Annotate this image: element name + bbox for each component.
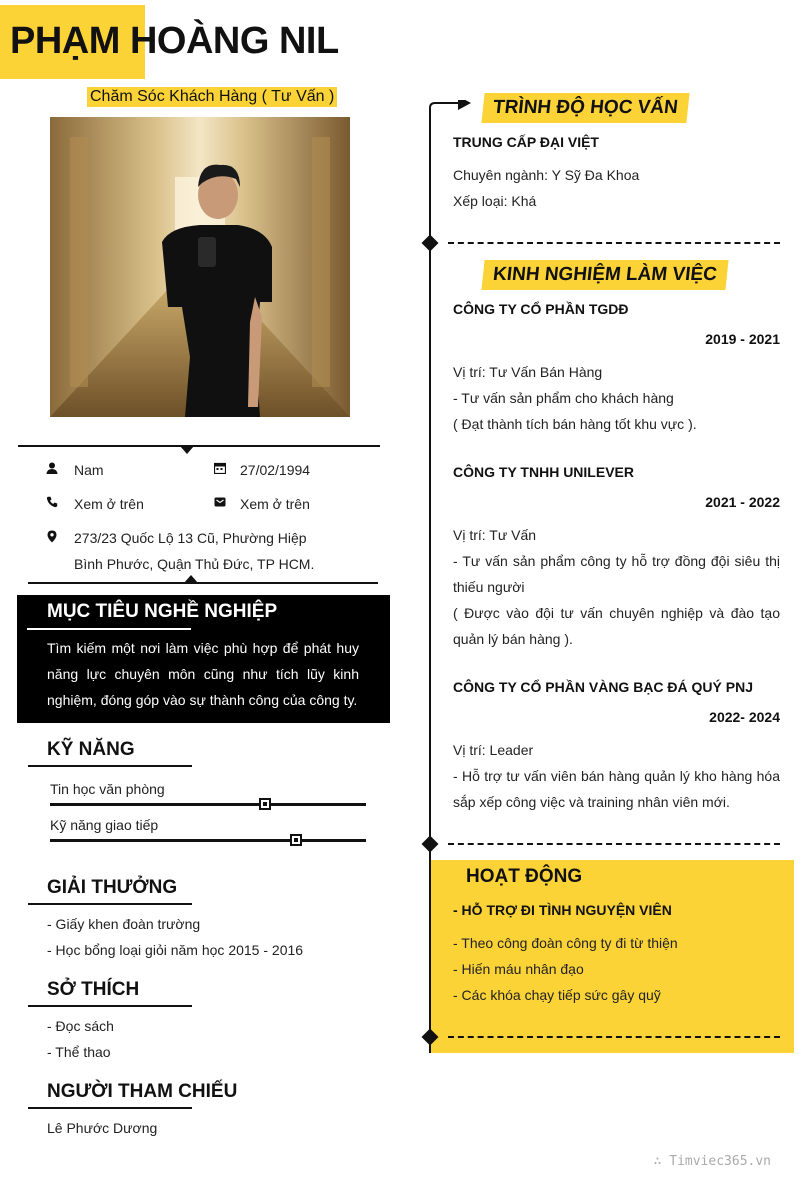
email-value: Xem ở trên bbox=[240, 496, 310, 512]
activity-item: - Hiến máu nhân đạo bbox=[453, 961, 584, 977]
activities-title: HOẠT ĐỘNG bbox=[466, 866, 583, 887]
awards-underline bbox=[28, 903, 192, 905]
timeline-line bbox=[429, 113, 431, 1053]
skill-bar-1 bbox=[50, 839, 366, 842]
award-item: - Học bổng loại giỏi năm học 2015 - 2016 bbox=[47, 942, 304, 958]
job-company: CÔNG TY CỔ PHẦN TGDĐ bbox=[453, 301, 629, 317]
job-company: CÔNG TY CỔ PHẦN VÀNG BẠC ĐÁ QUÝ PNJ bbox=[453, 679, 753, 695]
education-line: Chuyên ngành: Y Sỹ Đa Khoa bbox=[453, 167, 640, 183]
timeline-node bbox=[422, 235, 439, 252]
hobbies-title: SỞ THÍCH bbox=[47, 979, 140, 1000]
user-icon bbox=[45, 461, 59, 475]
objective-box bbox=[17, 595, 390, 723]
dob-value: 27/02/1994 bbox=[240, 462, 311, 478]
footer-brand: Timviec365.vn bbox=[669, 1154, 771, 1169]
phone-value: Xem ở trên bbox=[74, 496, 144, 512]
skills-title: KỸ NĂNG bbox=[47, 739, 135, 760]
job-years: 2019 - 2021 bbox=[705, 331, 780, 347]
skill-bar-0 bbox=[50, 803, 366, 806]
info-bottom-divider bbox=[28, 582, 378, 584]
hobby-item: - Đọc sách bbox=[47, 1018, 114, 1034]
info-top-divider bbox=[18, 445, 380, 447]
job-line: - Tư vấn sản phẩm cho khách hàng bbox=[453, 390, 674, 406]
references-title: NGƯỜI THAM CHIẾU bbox=[47, 1081, 238, 1102]
timeline-arrow-icon bbox=[429, 100, 473, 125]
section-divider bbox=[448, 242, 780, 244]
job-years: 2022- 2024 bbox=[709, 709, 780, 725]
calendar-icon bbox=[213, 461, 227, 475]
footer-watermark: ∴ Timviec365.vn bbox=[653, 1154, 771, 1169]
job-years: 2021 - 2022 bbox=[705, 494, 780, 510]
education-school: TRUNG CẤP ĐẠI VIỆT bbox=[453, 134, 599, 150]
email-icon bbox=[213, 495, 227, 509]
skill-level-1[interactable] bbox=[290, 834, 302, 846]
location-icon bbox=[45, 529, 59, 543]
objective-text: Tìm kiếm một nơi làm việc phù hợp để phát huy năng lực chuyên môn cũng như tích lũy kinh nghiệm, đóng góp vào sự thành công của công ty. bbox=[47, 640, 359, 708]
timeline-node bbox=[422, 836, 439, 853]
skill-label-1: Kỹ năng giao tiếp bbox=[50, 817, 159, 833]
divider-arrow bbox=[180, 446, 194, 454]
awards-title: GIẢI THƯỞNG bbox=[47, 877, 178, 898]
job-line: Vị trí: Tư Vấn Bán Hàng bbox=[453, 364, 603, 380]
profile-photo bbox=[50, 117, 350, 417]
award-item: - Giấy khen đoàn trường bbox=[47, 916, 201, 932]
candidate-role: Chăm Sóc Khách Hàng ( Tư Vấn ) bbox=[87, 87, 337, 107]
objective-title: MỤC TIÊU NGHỀ NGHIỆP bbox=[47, 601, 278, 622]
education-line: Xếp loại: Khá bbox=[453, 193, 537, 209]
job-line: ( Đạt thành tích bán hàng tốt khu vực ). bbox=[453, 416, 697, 432]
job-line: - Hỗ trợ tư vấn viên bán hàng quản lý kho hàng hóa sắp xếp công việc và training nhân viên mới. bbox=[453, 768, 780, 810]
reference-item: Lê Phước Dương bbox=[47, 1120, 158, 1136]
job-line: - Tư vấn sản phẩm công ty hỗ trợ đồng đội siêu thị thiếu người bbox=[453, 553, 780, 595]
skill-level-0[interactable] bbox=[259, 798, 271, 810]
skills-underline bbox=[28, 765, 192, 767]
address-line-1: 273/23 Quốc Lộ 13 Cũ, Phường Hiệp bbox=[74, 530, 307, 546]
activity-item: - Theo công đoàn công ty đi từ thiện bbox=[453, 935, 678, 951]
skill-label-0: Tin học văn phòng bbox=[50, 781, 165, 797]
experience-title: KINH NGHIỆM LÀM VIỆC bbox=[481, 260, 728, 290]
gender-value: Nam bbox=[74, 462, 104, 478]
job-line: Vị trí: Leader bbox=[453, 742, 534, 758]
job-line: ( Được vào đội tư vấn chuyên nghiệp và đào tạo quản lý bán hàng ). bbox=[453, 605, 780, 647]
phone-icon bbox=[45, 495, 59, 509]
hobby-item: - Thể thao bbox=[47, 1044, 111, 1060]
education-title: TRÌNH ĐỘ HỌC VẤN bbox=[481, 93, 689, 123]
address-line-2: Bình Phước, Quận Thủ Đức, TP HCM. bbox=[74, 556, 315, 572]
candidate-name: PHẠM HOÀNG NIL bbox=[10, 20, 339, 62]
section-divider bbox=[448, 1036, 780, 1038]
objective-underline bbox=[27, 628, 191, 630]
job-company: CÔNG TY TNHH UNILEVER bbox=[453, 464, 634, 480]
job-line: Vị trí: Tư Vấn bbox=[453, 527, 537, 543]
activities-heading: - HỖ TRỢ ĐI TÌNH NGUYỆN VIÊN bbox=[453, 902, 672, 918]
references-underline bbox=[28, 1107, 192, 1109]
hobbies-underline bbox=[28, 1005, 192, 1007]
activity-item: - Các khóa chạy tiếp sức gây quỹ bbox=[453, 987, 661, 1003]
section-divider bbox=[448, 843, 780, 845]
